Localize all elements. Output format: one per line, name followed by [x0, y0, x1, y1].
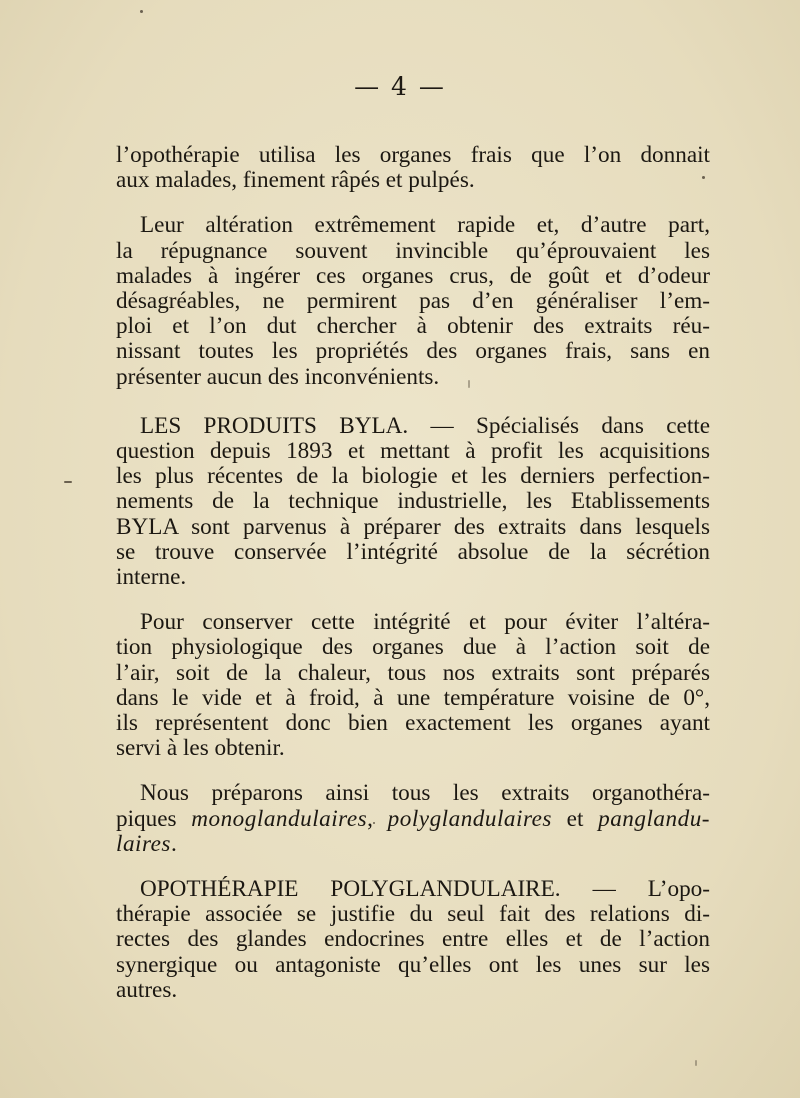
italic-term-polyglandulaires: polyglandulaires: [387, 805, 552, 832]
text-line: [116, 832, 710, 857]
paragraph-continuation: [116, 143, 710, 193]
text-line: question depuis 1893 et mettant à profit les acquisitions: [116, 438, 710, 465]
italic-term-continuation: laires: [116, 830, 171, 857]
paper-speck: [468, 380, 470, 388]
paper-speck: [702, 176, 705, 179]
text-line: synergique ou antagoniste qu’elles ont les unes sur les: [116, 951, 710, 978]
paper-speck: [695, 1060, 697, 1066]
text-line: aux malades, finement râpés et pulpés.: [116, 167, 475, 194]
paragraph-produits-byla: [116, 414, 710, 590]
text-line: nements de la technique industrielle, les Etablissements: [116, 488, 710, 515]
text-line: ils représentent donc bien exactement les organes ayant: [116, 710, 710, 737]
paragraph-conservation: [116, 610, 710, 761]
text-line: tion physiologique des organes due à l’action soit de: [116, 634, 710, 661]
text-line: rectes des glandes endocrines entre elles et de l’action: [116, 926, 710, 953]
text-line: [116, 807, 710, 832]
page-number: — 4 —: [354, 72, 446, 101]
paper-speck: [373, 822, 375, 824]
text-fragment: .: [170, 830, 177, 857]
text-fragment: piques: [116, 805, 177, 832]
text-line: LES PRODUITS BYLA. — Spécialisés dans cette: [140, 412, 710, 439]
paper-speck: [64, 481, 72, 483]
text-fragment: ,: [367, 805, 373, 832]
text-line: BYLA sont parvenus à préparer des extraits dans lesquels: [116, 513, 710, 540]
text-line: nissant toutes les propriétés des organes frais, sans en: [116, 338, 710, 365]
text-line: l’opothérapie utilisa les organes frais que l’on donnait: [116, 142, 710, 168]
text-line: OPOTHÉRAPIE POLYGLANDULAIRE. — L’opo-: [140, 876, 710, 903]
text-line: Pour conserver cette intégrité et pour éviter l’altéra-: [140, 609, 710, 636]
text-line: la répugnance souvent invincible qu’éprouvaient les: [116, 237, 710, 264]
text-line: servi à les obtenir.: [116, 735, 285, 762]
text-line: se trouve conservée l’intégrité absolue de la sécrétion: [116, 538, 710, 565]
text-line: les plus récentes de la biologie et les derniers perfection-: [116, 463, 710, 490]
text-line: autres.: [116, 976, 178, 1003]
text-line: ploi et l’on dut chercher à obtenir des extraits réu-: [116, 313, 710, 340]
text-line: thérapie associée se justifie du seul fait des relations di-: [116, 901, 710, 928]
text-line: présenter aucun des inconvénients.: [116, 363, 440, 390]
text-line: dans le vide et à froid, à une température voisine de 0°,: [116, 684, 710, 711]
text-line: désagréables, ne permirent pas d’en généraliser l’em-: [116, 288, 710, 315]
text-line: Nous préparons ainsi tous les extraits organothéra-: [140, 780, 710, 807]
paragraph-opotherapie-polyglandulaire: [116, 877, 710, 1003]
italic-term-monoglandulaires: monoglandulaires: [191, 805, 368, 832]
text-line: interne.: [116, 564, 187, 591]
paragraph-extraits: [116, 781, 710, 857]
text-line: Leur altération extrêmement rapide et, d’autre part,: [140, 212, 710, 239]
text-line: l’air, soit de la chaleur, tous nos extraits sont préparés: [116, 659, 710, 686]
paper-speck: [140, 10, 143, 13]
text-fragment: et: [566, 805, 584, 832]
text-line: malades à ingérer ces organes crus, de goût et d’odeur: [116, 262, 710, 289]
body-text: [116, 143, 710, 1003]
italic-term-panglandulaires: panglandu-: [598, 805, 711, 832]
paragraph-alteration: [116, 213, 710, 389]
